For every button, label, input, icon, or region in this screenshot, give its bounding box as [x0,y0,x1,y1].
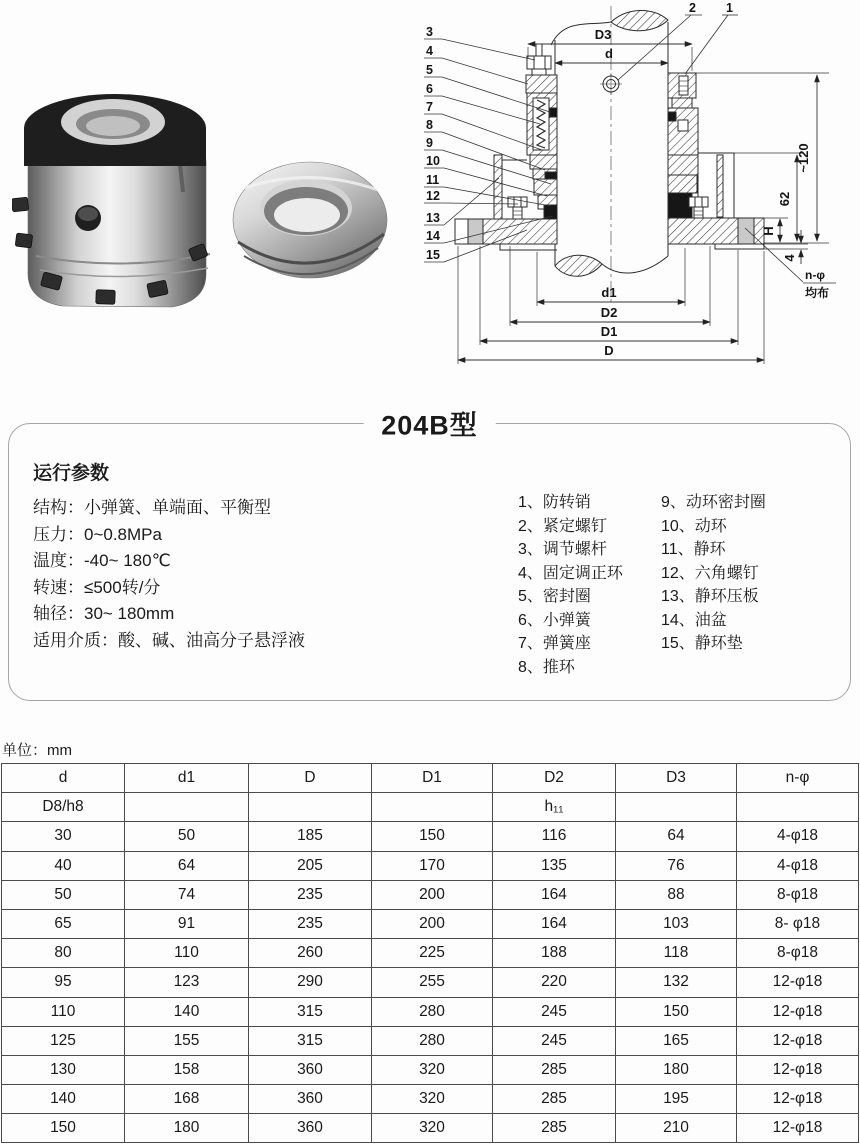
table-cell: 220 [493,968,616,997]
dim-d1: d1 [601,285,617,300]
table-cell: 320 [372,1055,493,1084]
table-cell: 285 [493,1114,616,1143]
spec-heading: 运行参数 [33,463,110,484]
table-cell: 245 [493,997,616,1026]
table-cell: 180 [125,1114,249,1143]
header-row [2,764,859,793]
table-cell: 118 [616,939,737,968]
column-header: d [2,764,125,793]
table-cell: 8- φ18 [737,909,859,938]
callout-12: 12 [426,189,440,203]
parts-list-col1 [518,491,623,679]
table-cell: 360 [249,1085,372,1114]
table-cell: 123 [125,968,249,997]
table-cell: 164 [493,909,616,938]
table-header [2,764,859,793]
table-cell: 150 [2,1114,125,1143]
table-row [2,997,859,1026]
dim-D2: D2 [600,305,618,320]
table-cell: 168 [125,1085,249,1114]
callout-2: 2 [689,1,696,15]
table-row [2,880,859,909]
callout-10: 10 [426,154,440,168]
table-cell: 205 [249,851,372,880]
param-temperature: 温度：-40~ 180℃ [33,551,171,570]
operating-params [33,495,305,654]
table-row [2,909,859,938]
table-cell: 116 [493,822,616,851]
table-cell: 164 [493,880,616,909]
stationary-clamp-plate [494,155,502,219]
part-item: 13、静环压板 [661,588,759,605]
table-row [2,1055,859,1084]
adjusting-screw-head [527,56,551,69]
table-cell: 130 [2,1055,125,1084]
set-screw [679,76,688,95]
part-item: 1、防转销 [518,494,591,511]
table-cell: 95 [2,968,125,997]
fixed-adjust-ring [526,75,557,93]
table-body [2,793,859,1143]
table-cell: 40 [2,851,125,880]
table-cell: 12-φ18 [737,1055,859,1084]
table-cell: 12-φ18 [737,997,859,1026]
table-cell: 132 [616,968,737,997]
callout-14: 14 [426,229,440,243]
table-cell: 155 [125,1026,249,1055]
callout-8: 8 [426,118,433,132]
callout-1: 1 [726,1,733,15]
spec-box [8,410,851,701]
param-speed: 转速：≤500转/分 [33,577,161,597]
table-cell: 110 [2,997,125,1026]
table-cell: 180 [616,1055,737,1084]
table-cell: 30 [2,822,125,851]
table-cell: 12-φ18 [737,1026,859,1055]
product-photo [12,60,404,318]
table-row [2,1026,859,1055]
bolt-hole-left [468,219,483,244]
seal-ring-rubber [550,108,557,117]
param-pressure: 压力：0~0.8MPa [33,524,162,544]
dim-junbu: 均布 [805,286,830,300]
table-row [2,1085,859,1114]
table-cell: 285 [493,1085,616,1114]
tolerance-row [2,793,859,822]
table-cell: 200 [372,880,493,909]
table-cell: 260 [249,939,372,968]
parts-list-col2 [661,491,766,656]
param-shaft-diameter: 轴径：30~ 180mm [33,604,175,623]
part-item: 4、固定调正环 [518,564,623,582]
oil-basin-right [668,193,692,218]
column-header: D [249,764,372,793]
column-header: D2 [493,764,616,793]
table-cell: 64 [125,851,249,880]
table-cell [249,793,372,822]
table-cell: 235 [249,909,372,938]
bolt-hole-right [738,218,754,244]
table-row [2,939,859,968]
dim-120: ~120 [796,143,811,173]
part-item: 3、调节螺杆 [518,541,607,558]
callout-4: 4 [426,44,433,58]
part-item: 12、六角螺钉 [661,564,759,582]
table-cell: 285 [493,1055,616,1084]
table-cell: 50 [2,880,125,909]
table-cell: 235 [249,880,372,909]
table-cell: 315 [249,1026,372,1055]
table-cell: 158 [125,1055,249,1084]
table-row [2,1114,859,1143]
callout-11: 11 [426,173,440,187]
dim-n-phi: n-φ [805,268,825,282]
dim-D3: D3 [594,27,612,42]
part-item: 6、小弹簧 [518,611,591,629]
callout-9: 9 [426,136,433,150]
hex-screw-head-right [689,197,708,207]
part-item: 14、油盆 [661,611,727,629]
table-cell: 140 [125,997,249,1026]
table-cell: 320 [372,1085,493,1114]
table-cell: 12-φ18 [737,968,859,997]
table-row [2,851,859,880]
table-cell: 150 [616,997,737,1026]
table-cell: 360 [249,1055,372,1084]
table-cell: 103 [616,909,737,938]
callout-6: 6 [426,82,433,96]
table-row [2,968,859,997]
dimension-table [1,763,859,1143]
dim-D: D [604,343,614,358]
table-cell: 165 [616,1026,737,1055]
param-media: 适用介质：酸、碱、油高分子悬浮液 [33,630,305,650]
column-header: D3 [616,764,737,793]
dim-D1: D1 [600,324,618,339]
table-cell [125,793,249,822]
table-cell: 280 [372,1026,493,1055]
unit-label: 单位：mm [2,742,72,759]
table-cell [616,793,737,822]
table-cell: 88 [616,880,737,909]
table-cell: 64 [616,822,737,851]
callout-7: 7 [426,100,433,114]
table-cell: 4-φ18 [737,851,859,880]
callout-3: 3 [426,25,433,39]
part-item: 2、紧定螺钉 [518,517,607,535]
table-cell: h₁₁ [493,793,616,822]
table-cell: 65 [2,909,125,938]
table-cell: 80 [2,939,125,968]
column-header: n-φ [737,764,859,793]
technical-drawing [404,0,860,380]
column-header: D1 [372,764,493,793]
table-cell: 280 [372,997,493,1026]
table-cell: 8-φ18 [737,880,859,909]
callout-15: 15 [426,248,440,262]
table-cell: 170 [372,851,493,880]
part-item: 9、动环密封圈 [661,494,766,511]
table-cell: 255 [372,968,493,997]
rotary-ring [534,179,557,195]
table-cell: 360 [249,1114,372,1143]
part-item: 10、动环 [661,517,727,535]
part-item: 5、密封圈 [518,588,591,605]
table-cell: 185 [249,822,372,851]
table-cell: 195 [616,1085,737,1114]
seal-stack-left [494,44,557,220]
table-cell: 4-φ18 [737,822,859,851]
callout-13: 13 [426,211,440,225]
table-cell: 12-φ18 [737,1085,859,1114]
table-cell: 245 [493,1026,616,1055]
table-cell: 315 [249,997,372,1026]
table-cell [372,793,493,822]
seat-ring-photo [233,162,387,278]
column-header: d1 [125,764,249,793]
table-cell: 76 [616,851,737,880]
table-cell: 50 [125,822,249,851]
table-cell: D8/h8 [2,793,125,822]
callout-5: 5 [426,63,433,77]
table-cell: 200 [372,909,493,938]
param-structure: 结构：小弹簧、单端面、平衡型 [33,498,271,517]
adjusting-screw-stem [536,44,542,56]
part-item: 7、弹簧座 [518,635,591,652]
table-cell: 91 [125,909,249,938]
model-title: 204B型 [363,404,496,443]
part-item: 11、静环 [661,541,726,558]
part-item: 15、静环垫 [661,635,743,652]
seal-stack-right [668,73,734,219]
table-cell: 320 [372,1114,493,1143]
table-cell: 150 [372,822,493,851]
table-cell: 110 [125,939,249,968]
part-item: 8、推环 [518,658,575,676]
table-cell: 210 [616,1114,737,1143]
seal-assembly-photo [12,94,210,307]
table-cell: 140 [2,1085,125,1114]
shaft-break-top [611,11,668,31]
dim-62: 62 [777,191,792,207]
dim-H: H [761,226,776,236]
dim-4: 4 [782,254,797,262]
table-row [2,822,859,851]
table-cell: 74 [125,880,249,909]
spring-seat [530,155,557,169]
table-cell: 135 [493,851,616,880]
flange [455,218,764,250]
dim-d: d [605,46,613,61]
table-cell: 290 [249,968,372,997]
table-cell [737,793,859,822]
table-cell: 8-φ18 [737,939,859,968]
table-cell: 225 [372,939,493,968]
shaft-break-bottom [555,255,602,276]
table-cell: 188 [493,939,616,968]
table-cell: 125 [2,1026,125,1055]
table-cell: 12-φ18 [737,1114,859,1143]
